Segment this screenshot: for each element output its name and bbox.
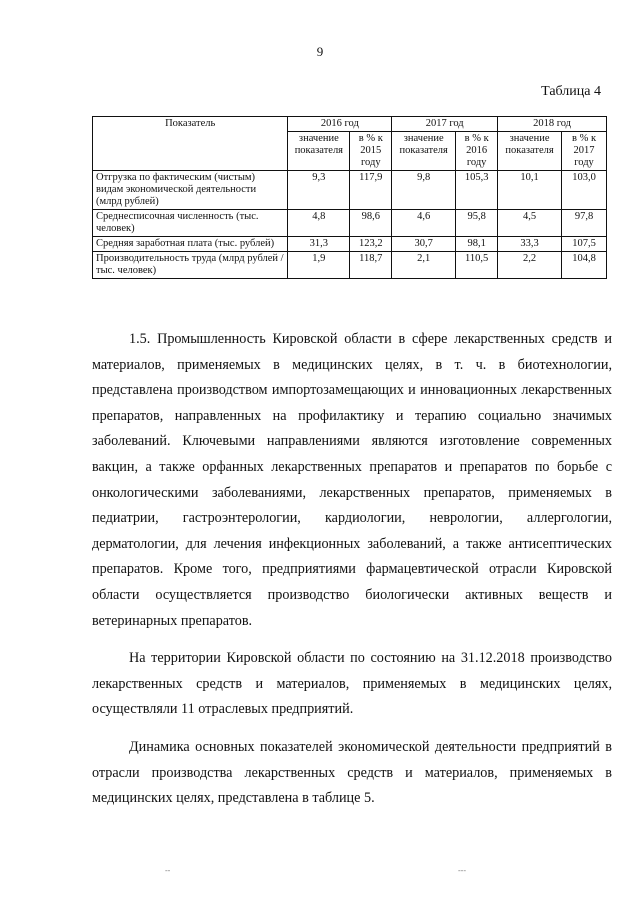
cell-value: 2,2: [498, 252, 562, 279]
header-value-2018: значение показателя: [498, 132, 562, 171]
header-pct-2016: в % к 2015 году: [350, 132, 392, 171]
header-indicator: Показатель: [93, 117, 288, 171]
table-caption: Таблица 4: [541, 84, 601, 99]
cell-value: 30,7: [392, 237, 456, 252]
footer-mark-right: ---: [458, 866, 466, 875]
cell-value: 4,6: [392, 210, 456, 237]
cell-value: 10,1: [498, 171, 562, 210]
paragraph-industry: 1.5. Промышленность Кировской области в сфере лекарственных средств и материалов, применяемых в медицинских целях, в т. ч. в биотехнологии, представлена производством импортозамещающих и инновационных лекарственных препаратов, направленных на профилактику и терапию социально значимых заболеваний. Ключевыми направлениями являются изготовление современных вакцин, а также орфанных лекарственных препаратов и препаратов по борьбе с онкологическими заболеваниями, лекарственных препаратов, применяемых в педиатрии, гастроэнтерологии, кардиологии, неврологии, аллергологии, дерматологии, для лечения инфекционных заболеваний, а также антисептических препаратов. Кроме того, предприятиями фармацевтической отрасли Кировской области осуществляется производство биологически активных веществ и ветеринарных препаратов.: [92, 331, 612, 629]
cell-percent: 97,8: [562, 210, 607, 237]
cell-value: 31,3: [288, 237, 350, 252]
body-text: [92, 327, 612, 824]
cell-percent: 98,1: [456, 237, 498, 252]
footer-mark-left: --: [165, 866, 171, 875]
cell-percent: 117,9: [350, 171, 392, 210]
indicators-table: [92, 116, 607, 279]
cell-value: 1,9: [288, 252, 350, 279]
header-pct-2018: в % к 2017 году: [562, 132, 607, 171]
cell-percent: 107,5: [562, 237, 607, 252]
cell-percent: 103,0: [562, 171, 607, 210]
row-label: Производительность труда (млрд рублей / тыс. человек): [93, 252, 288, 279]
cell-percent: 98,6: [350, 210, 392, 237]
cell-value: 2,1: [392, 252, 456, 279]
row-label: Отгрузка по фактическим (чистым) видам экономической деятельности (млрд рублей): [93, 171, 288, 210]
cell-percent: 110,5: [456, 252, 498, 279]
header-value-2016: значение показателя: [288, 132, 350, 171]
header-pct-2017: в % к 2016 году: [456, 132, 498, 171]
cell-value: 4,5: [498, 210, 562, 237]
header-year-2018: 2018 год: [498, 117, 607, 132]
cell-value: 4,8: [288, 210, 350, 237]
row-label: Среднесписочная численность (тыс. человек): [93, 210, 288, 237]
cell-percent: 105,3: [456, 171, 498, 210]
paragraph-enterprises: На территории Кировской области по состоянию на 31.12.2018 производство лекарственных средств и материалов, применяемых в медицинских целях, осуществляли 11 отраслевых предприятий.: [92, 650, 612, 718]
cell-percent: 104,8: [562, 252, 607, 279]
table-row: [93, 252, 607, 279]
paragraph-dynamics: Динамика основных показателей экономической деятельности предприятий в отрасли производства лекарственных средств и материалов, применяемых в медицинских целях, представлена в таблице 5.: [92, 738, 612, 807]
cell-value: 9,3: [288, 171, 350, 210]
table-row: [93, 171, 607, 210]
row-label: Средняя заработная плата (тыс. рублей): [93, 237, 288, 252]
cell-percent: 118,7: [350, 252, 392, 279]
header-year-2016: 2016 год: [288, 117, 392, 132]
cell-value: 9,8: [392, 171, 456, 210]
page-number: 9: [316, 44, 324, 59]
cell-percent: 123,2: [350, 237, 392, 252]
cell-percent: 95,8: [456, 210, 498, 237]
header-year-2017: 2017 год: [392, 117, 498, 132]
table-row: [93, 237, 607, 252]
cell-value: 33,3: [498, 237, 562, 252]
header-value-2017: значение показателя: [392, 132, 456, 171]
table-row: [93, 210, 607, 237]
